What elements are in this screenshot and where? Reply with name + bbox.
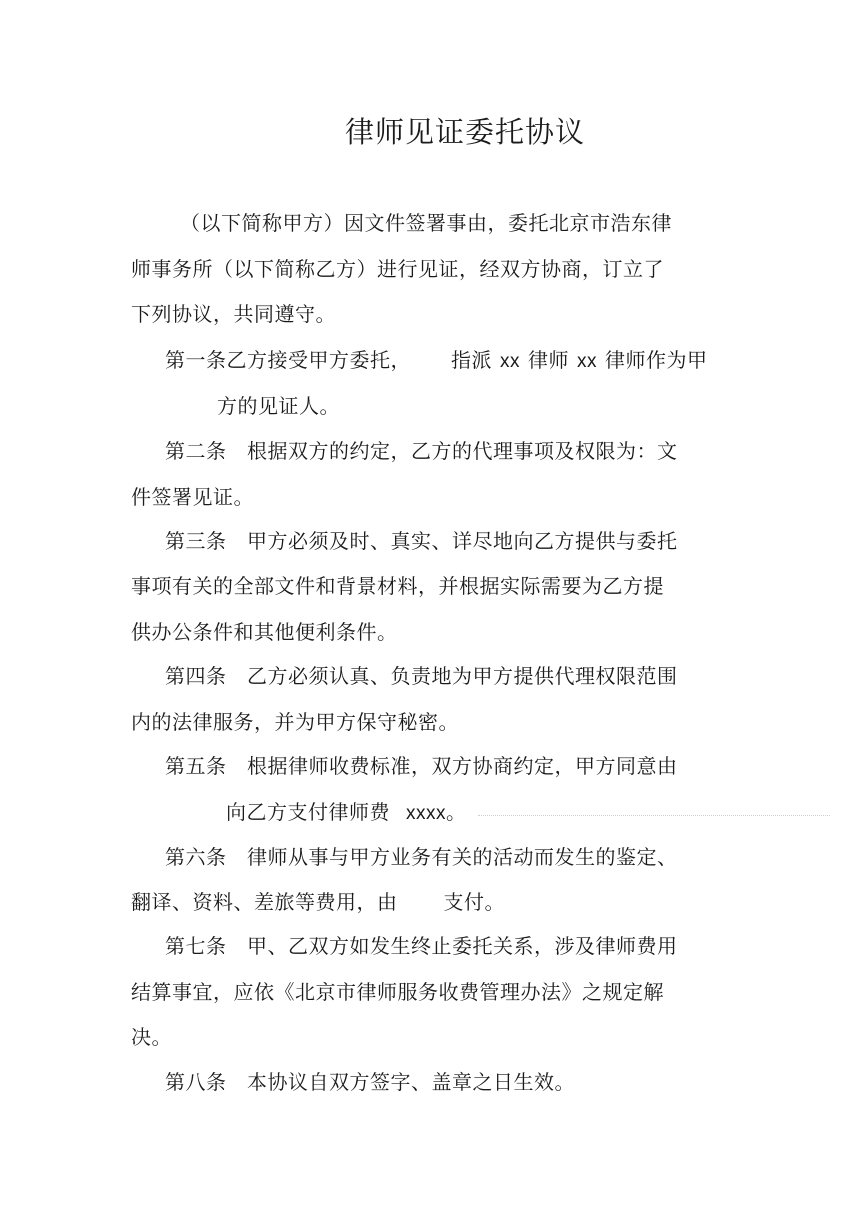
article-2-line-2: 件签署见证。 (131, 485, 254, 509)
article-7-line-2: 结算事宜，应依《北京市律师服务收费管理办法》之规定解 (131, 980, 664, 1004)
article-5-line-1: 第五条 根据律师收费标准，双方协商约定，甲方同意由 (165, 754, 678, 778)
preamble-line-1: （以下简称甲方）因文件签署事由，委托北京市浩东律 (180, 211, 672, 235)
article-3-line-2: 事项有关的全部文件和背景材料，并根据实际需要为乙方提 (131, 574, 664, 598)
article-6-text-b: 支付。 (443, 890, 505, 914)
article-1-text-f: 律师作为甲 (605, 348, 708, 372)
article-6-text-a: 翻译、资料、差旅等费用，由 (131, 890, 398, 914)
article-1-lawyer-1: xx (500, 351, 520, 372)
article-3-line-1: 第三条 甲方必须及时、真实、详尽地向乙方提供与委托 (165, 529, 678, 553)
fill-in-dotted-line (478, 815, 830, 816)
article-8-line-1: 第八条 本协议自双方签字、盖章之日生效。 (165, 1070, 575, 1094)
article-6-line-2 (131, 886, 505, 915)
article-6-line-1: 第六条 律师从事与甲方业务有关的活动而发生的鉴定、 (165, 845, 678, 869)
article-1-lawyer-2: xx (577, 351, 597, 372)
article-3-line-3: 供办公条件和其他便利条件。 (131, 620, 398, 644)
article-5-line-2 (226, 796, 467, 825)
article-1-line-1 (165, 344, 708, 373)
article-7-line-1: 第七条 甲、乙双方如发生终止委托关系，涉及律师费用 (165, 934, 678, 958)
article-5-text-a: 向乙方支付律师费 (226, 800, 390, 824)
preamble-line-2: 师事务所（以下简称乙方）进行见证，经双方协商，订立了 (131, 257, 664, 281)
article-5-period: 。 (446, 800, 467, 824)
preamble-line-3: 下列协议，共同遵守。 (131, 302, 336, 326)
article-5-fee-amount: xxxx (406, 803, 446, 824)
article-1-line-2: 方的见证人。 (217, 394, 340, 418)
article-4-line-2: 内的法律服务，并为甲方保守秘密。 (131, 710, 459, 734)
article-1-text-d: 律师 (528, 348, 569, 372)
article-2-line-1: 第二条 根据双方的约定，乙方的代理事项及权限为：文 (165, 439, 678, 463)
article-7-line-3: 决。 (131, 1025, 172, 1049)
article-4-line-1: 第四条 乙方必须认真、负责地为甲方提供代理权限范围 (165, 664, 678, 688)
article-1-text-a: 第一条乙方接受甲方委托， (165, 348, 411, 372)
document-title: 律师见证委托协议 (344, 115, 585, 149)
article-1-text-b: 指派 (451, 348, 492, 372)
